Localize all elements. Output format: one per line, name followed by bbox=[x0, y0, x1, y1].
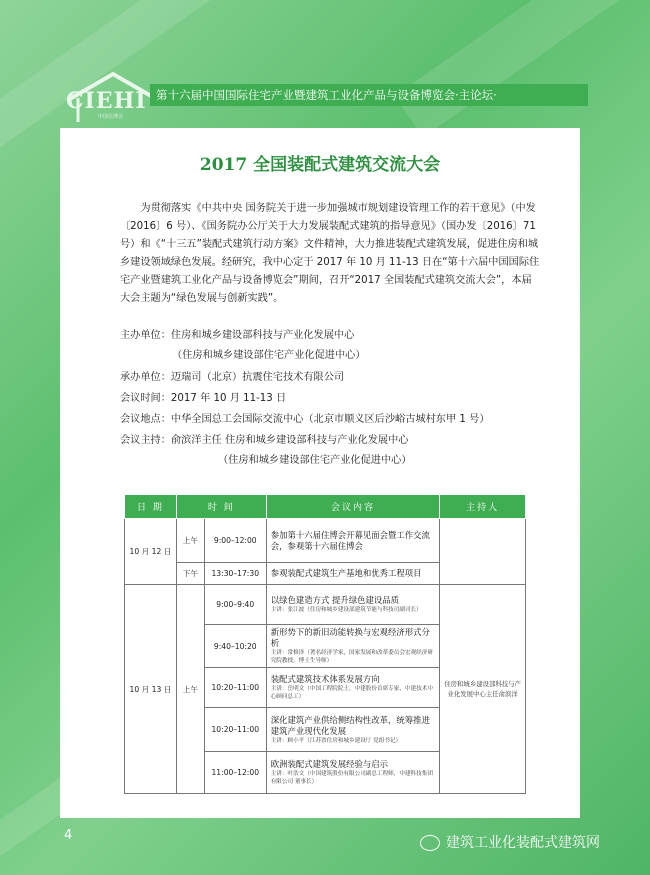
talk-cell bbox=[266, 752, 440, 794]
talk-speaker: 主讲：张江波（住房和城乡建设部建筑节能与科技司副司长） bbox=[270, 607, 422, 613]
table-row bbox=[125, 519, 526, 563]
time-cell: 10:20–11:00 bbox=[204, 668, 266, 708]
time-cell: 9:40–10:20 bbox=[204, 625, 266, 668]
wechat-icon bbox=[420, 835, 440, 851]
info-organizer: 主办单位：住房和城乡建设部科技与产业化发展中心 bbox=[120, 330, 355, 341]
time-cell: 9:00–12:00 bbox=[204, 519, 266, 563]
header-moderator: 主持人 bbox=[440, 495, 526, 519]
header-time: 时 间 bbox=[176, 495, 266, 519]
document-page bbox=[60, 128, 580, 818]
info-host: 会议主持：俞滨洋主任 住房和城乡建设部科技与产业化发展中心 bbox=[120, 435, 409, 446]
talk-speaker: 主讲：常修泽（著名经济学家，国家发展和改革委员会宏观经济研究院教授，博士生导师） bbox=[270, 650, 433, 664]
table-row bbox=[125, 585, 526, 625]
talk-speaker: 主讲：叶浩文（中国建筑股份有限公司副总工程师，中建科技集团有限公司 董事长） bbox=[270, 771, 433, 785]
table-header-row bbox=[125, 495, 526, 519]
talk-speaker: 主讲：顾小平（江苏省住房和城乡建设厅 党组书记） bbox=[270, 737, 402, 744]
talk-cell bbox=[266, 708, 440, 752]
watermark bbox=[420, 832, 600, 852]
talk-title: 深化建筑产业供给侧结构性改革，统筹推进建筑产业现代化发展 bbox=[270, 714, 430, 736]
content-cell: 参观装配式建筑生产基地和优秀工程项目 bbox=[266, 563, 440, 585]
schedule-table bbox=[124, 494, 526, 794]
page-number: 4 bbox=[64, 828, 73, 843]
date-cell: 10 月 13 日 bbox=[125, 585, 177, 794]
header-banner: 第十六届中国国际住宅产业暨建筑工业化产品与设备博览会·主论坛· bbox=[150, 84, 588, 106]
info-host-alt: （住房和城乡建设部住宅产业化促进中心） bbox=[218, 455, 412, 466]
talk-title: 新形势下的新旧动能转换与宏观经济形式分析 bbox=[270, 627, 430, 648]
period-cell: 上午 bbox=[176, 519, 204, 563]
time-cell: 11:00–12:00 bbox=[204, 752, 266, 794]
time-cell: 13:30–17:30 bbox=[204, 563, 266, 585]
content-cell: 参加第十六届住博会开幕见面会暨工作交流会，参观第十六届住博会 bbox=[266, 519, 440, 563]
watermark-text: 建筑工业化装配式建筑网 bbox=[446, 835, 600, 851]
background-stripe bbox=[395, 0, 650, 137]
talk-title: 欧洲装配式建筑发展经验与启示 bbox=[270, 759, 388, 769]
logo-text: CIEHI bbox=[66, 88, 147, 114]
talk-title: 装配式建筑技术体系发展方向 bbox=[270, 674, 380, 684]
talk-speaker: 主讲：岳明文（中国工程院院士，中建股份首席专家，中建技术中心顾问总工） bbox=[270, 686, 433, 700]
page-title: 2017 全国装配式建筑交流大会 bbox=[199, 155, 441, 175]
talk-cell bbox=[266, 668, 440, 708]
talk-cell bbox=[266, 585, 440, 625]
header-content: 会议内容 bbox=[266, 495, 440, 519]
time-cell: 9:00–9:40 bbox=[204, 585, 266, 625]
info-time: 会议时间：2017 年 10 月 11-13 日 bbox=[120, 393, 287, 404]
header-date: 日 期 bbox=[125, 495, 177, 519]
talk-cell bbox=[266, 625, 440, 668]
moderator-cell: 住房和城乡建设部科技与产业化发展中心主任俞滨洋 bbox=[440, 585, 526, 794]
logo-subtitle: 中国住博会 bbox=[98, 114, 124, 120]
time-cell: 10:20–11:00 bbox=[204, 708, 266, 752]
intro-paragraph: 为贯彻落实《中共中央 国务院关于进一步加强城市规划建设管理工作的若干意见》（中发〔2016〕6 号）、《国务院办公厅关于大力发展装配式建筑的指导意见》（国办发〔2016〕71 号）和《“十三五”装配式建筑行动方案》文件精神，大力推进装配式建筑发展，促进住房和城乡建设领域绿色发展。经研究，我中心定于 2017 年 10 月 11-13 日在“第十六届中国国际住宅产业暨建筑工业化产品与设备博览会”期间，召开“2017 全国装配式建筑交流大会”，本届大会主题为“绿色发展与创新实践”。 bbox=[120, 203, 540, 304]
moderator-cell bbox=[440, 519, 526, 585]
period-cell: 上午 bbox=[176, 585, 204, 794]
date-cell: 10 月 12 日 bbox=[125, 519, 177, 585]
info-co-organizer: 承办单位：迈瑞司（北京）抗震住宅技术有限公司 bbox=[120, 372, 345, 383]
talk-title: 以绿色建造方式 提升绿色建设品质 bbox=[270, 595, 399, 605]
period-cell: 下午 bbox=[176, 563, 204, 585]
info-organizer-alt: （住房和城乡建设部住宅产业化促进中心） bbox=[172, 350, 366, 361]
info-location: 会议地点：中华全国总工会国际交流中心（北京市顺义区后沙峪古城村东甲 1 号） bbox=[120, 414, 490, 425]
